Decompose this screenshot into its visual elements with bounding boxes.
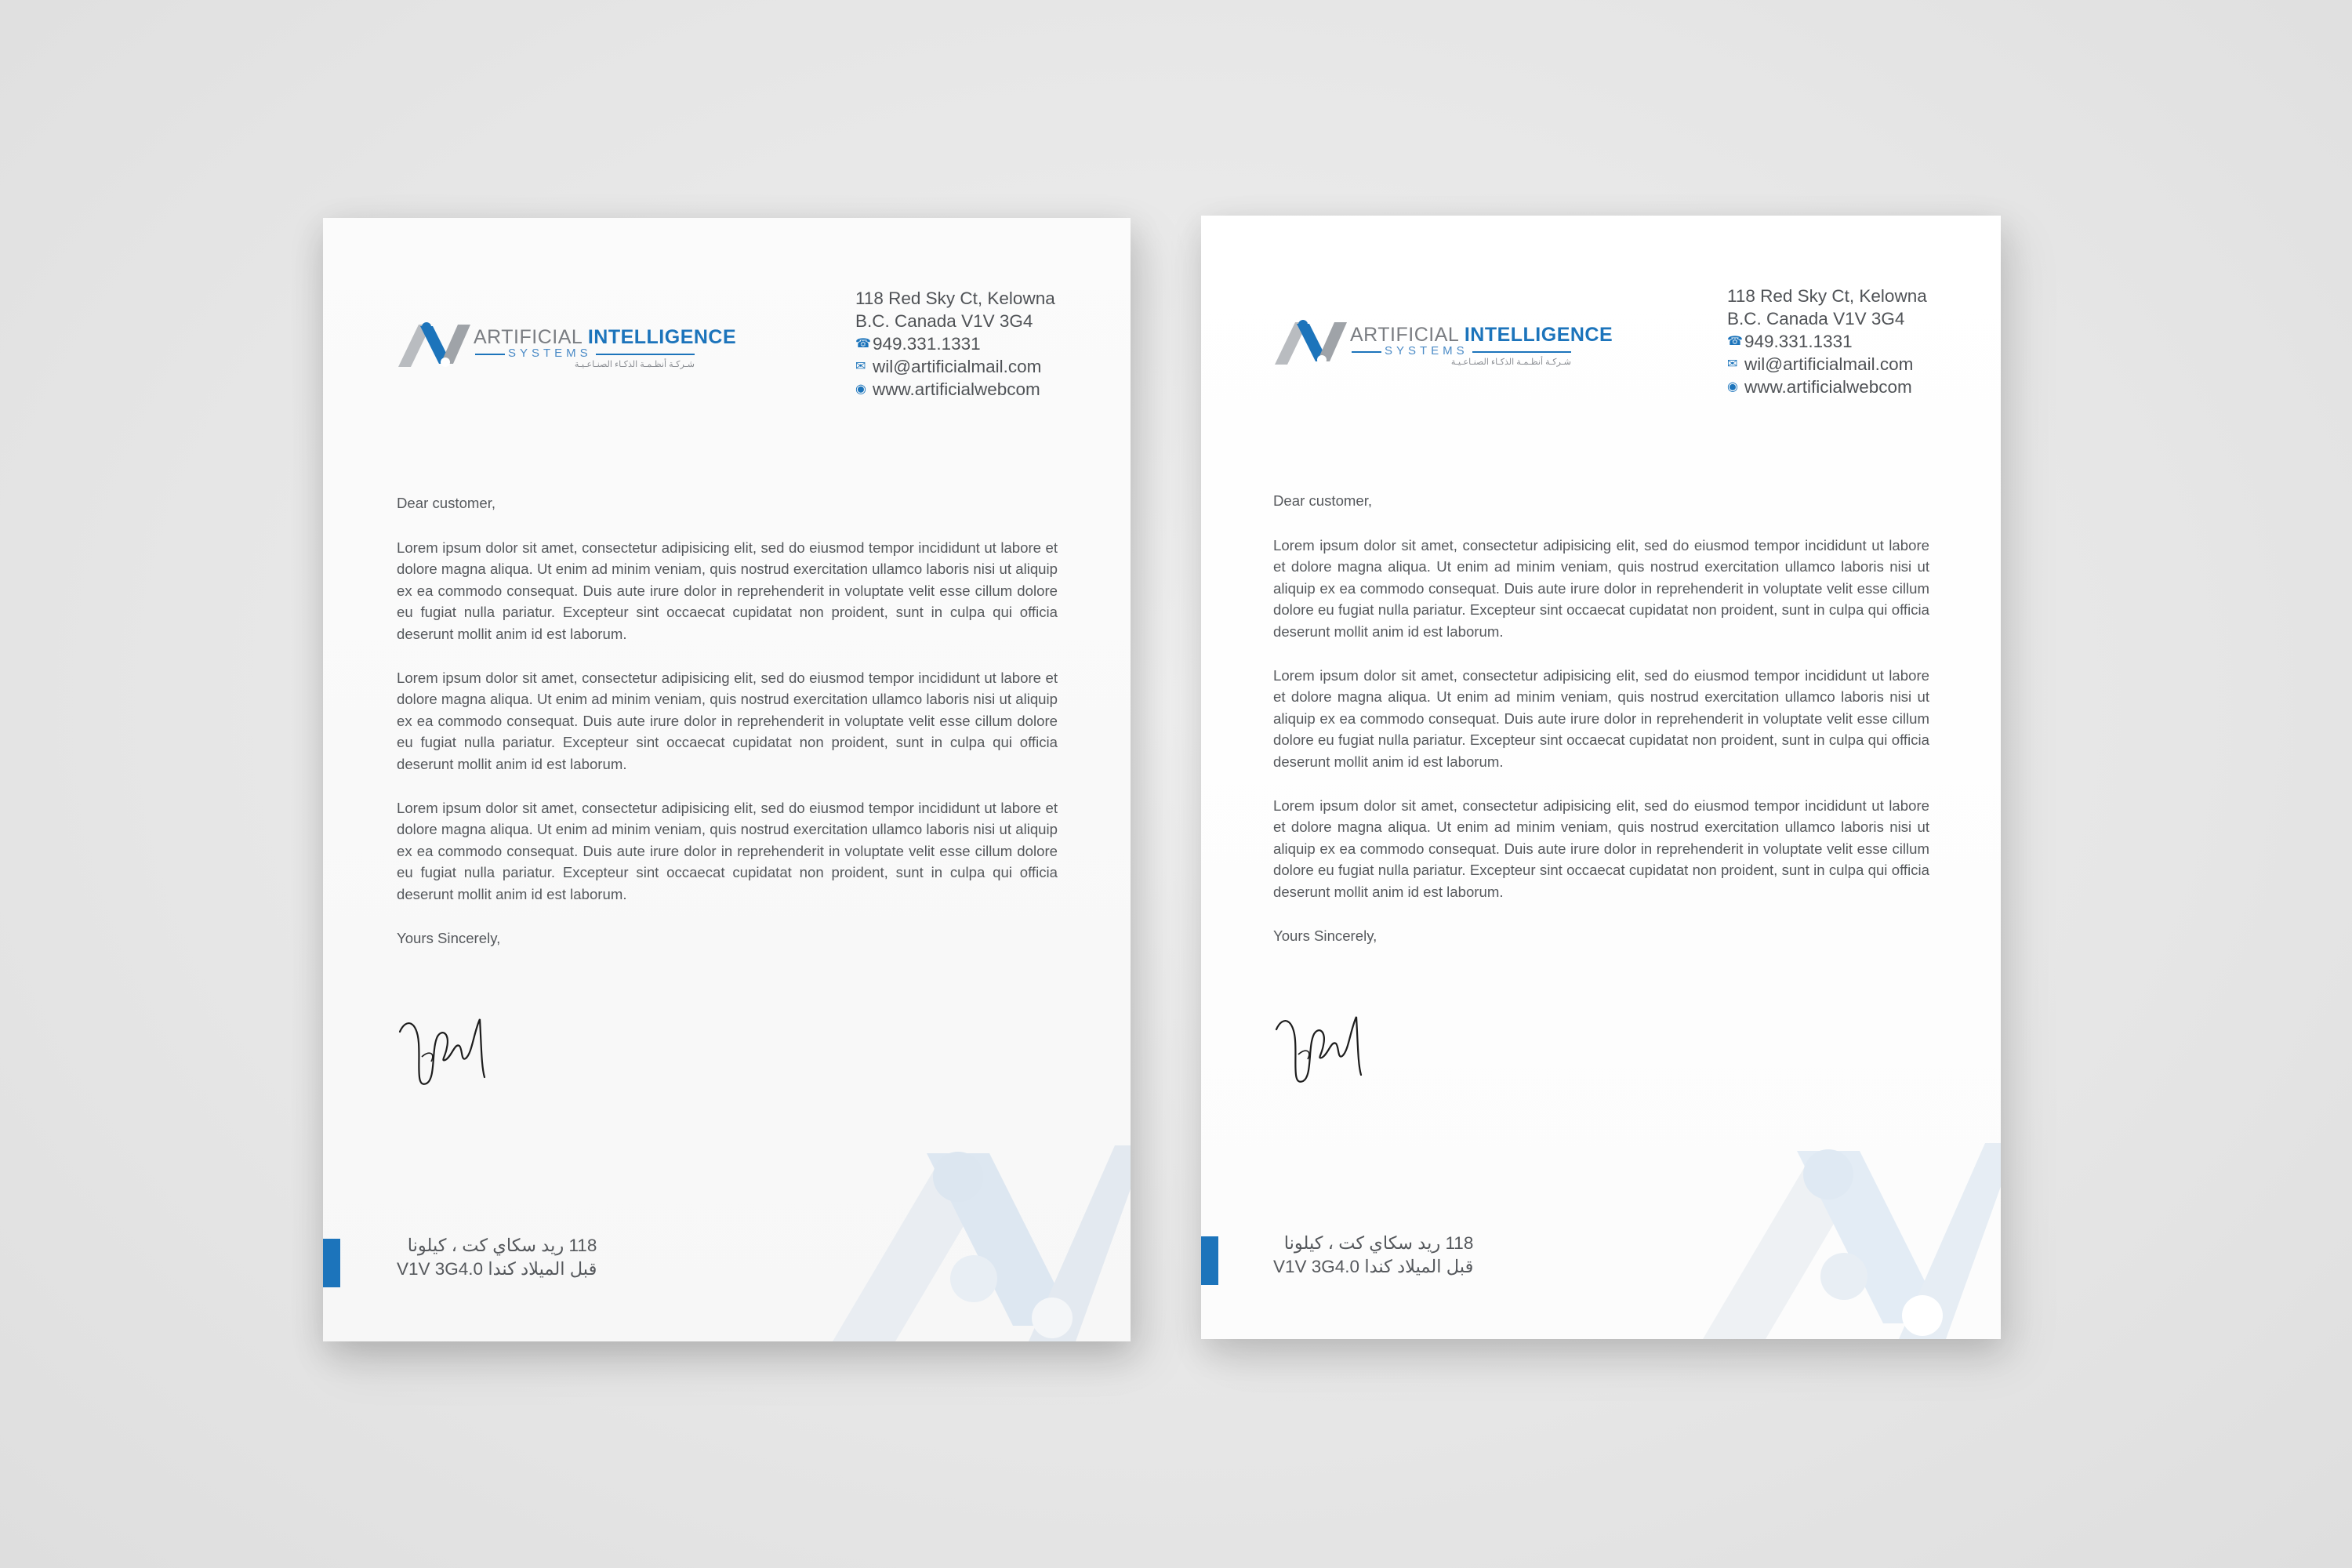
footer-accent-bar <box>1201 1236 1218 1285</box>
address-line-1: 118 Red Sky Ct, Kelowna <box>1727 286 1927 306</box>
web-line <box>1727 376 1927 398</box>
email-address: wil@artificialmail.com <box>1744 354 1914 374</box>
body-paragraph: Lorem ipsum dolor sit amet, consectetur adipisicing elit, sed do eiusmod tempor incididunt ut labore et dolore magna aliqua. Ut enim ad minim veniam, quis nostrud exercitation ullamco laboris nisi ut aliquip ex ea commodo consequat. Duis aute irure dolor in reprehenderit in voluptate velit esse cillum dolore eu fugiat nulla pariatur. Excepteur sint occaecat cupidatat non proident, sunt in culpa qui officia deserunt mollit anim id est laborum. <box>1273 666 1929 770</box>
web-address: www.artificialwebcom <box>1744 377 1912 397</box>
mail-icon: ✉ <box>1727 358 1738 371</box>
web-line <box>855 378 1055 401</box>
letter-body <box>397 492 1058 949</box>
web-address: www.artificialwebcom <box>873 379 1040 399</box>
logo-rule-left <box>475 354 505 355</box>
footer-line-1: 118 ريد سكاي كت ، كيلونا <box>407 1236 597 1255</box>
address-line-2: B.C. Canada V1V 3G4 <box>855 311 1033 331</box>
logo-systems: SYSTEMS <box>508 347 592 360</box>
signature-icon <box>1272 1000 1381 1094</box>
phone-icon: ☎ <box>855 337 871 350</box>
closing: Yours Sincerely, <box>1273 927 1377 944</box>
logo-wordmark <box>474 326 736 349</box>
footer-line-1: 118 ريد سكاي كت ، كيلونا <box>1283 1233 1474 1253</box>
closing: Yours Sincerely, <box>397 929 501 946</box>
footer-address-arabic <box>397 1234 597 1281</box>
logo-rule-right <box>1472 351 1571 353</box>
logo-wordmark <box>1350 324 1613 347</box>
body-paragraph: Lorem ipsum dolor sit amet, consectetur adipisicing elit, sed do eiusmod tempor incididunt ut labore et dolore magna aliqua. Ut enim ad minim veniam, quis nostrud exercitation ullamco laboris nisi ut aliquip ex ea commodo consequat. Duis aute irure dolor in reprehenderit in voluptate velit esse cillum dolore eu fugiat nulla pariatur. Excepteur sint occaecat cupidatat non proident, sunt in culpa qui officia deserunt mollit anim id est laborum. <box>397 799 1058 902</box>
phone-number: 949.331.1331 <box>873 334 981 354</box>
logo-rule-left <box>1352 351 1381 353</box>
contact-block <box>1727 285 1927 398</box>
globe-icon: ◉ <box>855 383 866 396</box>
logo-rule-right <box>596 354 695 355</box>
phone-number: 949.331.1331 <box>1744 332 1853 351</box>
watermark-mark-icon <box>817 1122 1131 1341</box>
phone-icon: ☎ <box>1727 335 1743 348</box>
logo-word-bold: INTELLIGENCE <box>1464 324 1613 346</box>
signature-icon <box>395 1002 505 1096</box>
address-line-1: 118 Red Sky Ct, Kelowna <box>855 289 1055 308</box>
email-line <box>1727 353 1927 376</box>
logo-word-bold: INTELLIGENCE <box>587 326 737 348</box>
letterhead-sheet-right <box>1201 216 2001 1339</box>
company-logo <box>397 318 737 369</box>
greeting: Dear customer, <box>1273 492 1373 509</box>
mail-icon: ✉ <box>855 360 866 373</box>
address-line-2: B.C. Canada V1V 3G4 <box>1727 309 1905 328</box>
body-paragraph: Lorem ipsum dolor sit amet, consectetur adipisicing elit, sed do eiusmod tempor incididunt ut labore et dolore magna aliqua. Ut enim ad minim veniam, quis nostrud exercitation ullamco laboris nisi ut aliquip ex ea commodo consequat. Duis aute irure dolor in reprehenderit in voluptate velit esse cillum dolore eu fugiat nulla pariatur. Excepteur sint occaecat cupidatat non proident, sunt in culpa qui officia deserunt mollit anim id est laborum. <box>1273 536 1929 640</box>
logo-systems: SYSTEMS <box>1385 344 1468 358</box>
logo-mark-icon <box>397 318 475 368</box>
body-paragraph: Lorem ipsum dolor sit amet, consectetur adipisicing elit, sed do eiusmod tempor incididunt ut labore et dolore magna aliqua. Ut enim ad minim veniam, quis nostrud exercitation ullamco laboris nisi ut aliquip ex ea commodo consequat. Duis aute irure dolor in reprehenderit in voluptate velit esse cillum dolore eu fugiat nulla pariatur. Excepteur sint occaecat cupidatat non proident, sunt in culpa qui officia deserunt mollit anim id est laborum. <box>1273 797 1929 900</box>
email-line <box>855 355 1055 378</box>
watermark-mark-icon <box>1687 1120 2001 1339</box>
globe-icon: ◉ <box>1727 380 1738 394</box>
company-logo <box>1273 316 1613 367</box>
contact-block <box>855 287 1055 401</box>
email-address: wil@artificialmail.com <box>873 357 1042 376</box>
logo-mark-icon <box>1273 316 1352 366</box>
greeting: Dear customer, <box>397 495 496 511</box>
phone-line <box>855 332 1055 355</box>
body-paragraph: Lorem ipsum dolor sit amet, consectetur adipisicing elit, sed do eiusmod tempor incididunt ut labore et dolore magna aliqua. Ut enim ad minim veniam, quis nostrud exercitation ullamco laboris nisi ut aliquip ex ea commodo consequat. Duis aute irure dolor in reprehenderit in voluptate velit esse cillum dolore eu fugiat nulla pariatur. Excepteur sint occaecat cupidatat non proident, sunt in culpa qui officia deserunt mollit anim id est laborum. <box>397 539 1058 642</box>
logo-word-light: ARTIFICIAL <box>474 326 588 348</box>
phone-line <box>1727 330 1927 353</box>
logo-word-light: ARTIFICIAL <box>1350 324 1465 346</box>
letter-body <box>1273 490 1929 946</box>
footer-line-2: قبل الميلاد كندا V1V 3G4.0 <box>1273 1257 1474 1276</box>
footer-address-arabic <box>1273 1232 1473 1279</box>
logo-arabic-tagline: شـركـة أنظـمـة الذكـاء الصنـاعـيـة <box>1450 358 1571 367</box>
footer-accent-bar <box>323 1239 340 1287</box>
logo-arabic-tagline: شـركـة أنظـمـة الذكـاء الصنـاعـيـة <box>574 360 695 369</box>
body-paragraph: Lorem ipsum dolor sit amet, consectetur adipisicing elit, sed do eiusmod tempor incididunt ut labore et dolore magna aliqua. Ut enim ad minim veniam, quis nostrud exercitation ullamco laboris nisi ut aliquip ex ea commodo consequat. Duis aute irure dolor in reprehenderit in voluptate velit esse cillum dolore eu fugiat nulla pariatur. Excepteur sint occaecat cupidatat non proident, sunt in culpa qui officia deserunt mollit anim id est laborum. <box>397 669 1058 772</box>
letterhead-sheet-left <box>323 218 1131 1341</box>
footer-line-2: قبل الميلاد كندا V1V 3G4.0 <box>397 1259 597 1279</box>
